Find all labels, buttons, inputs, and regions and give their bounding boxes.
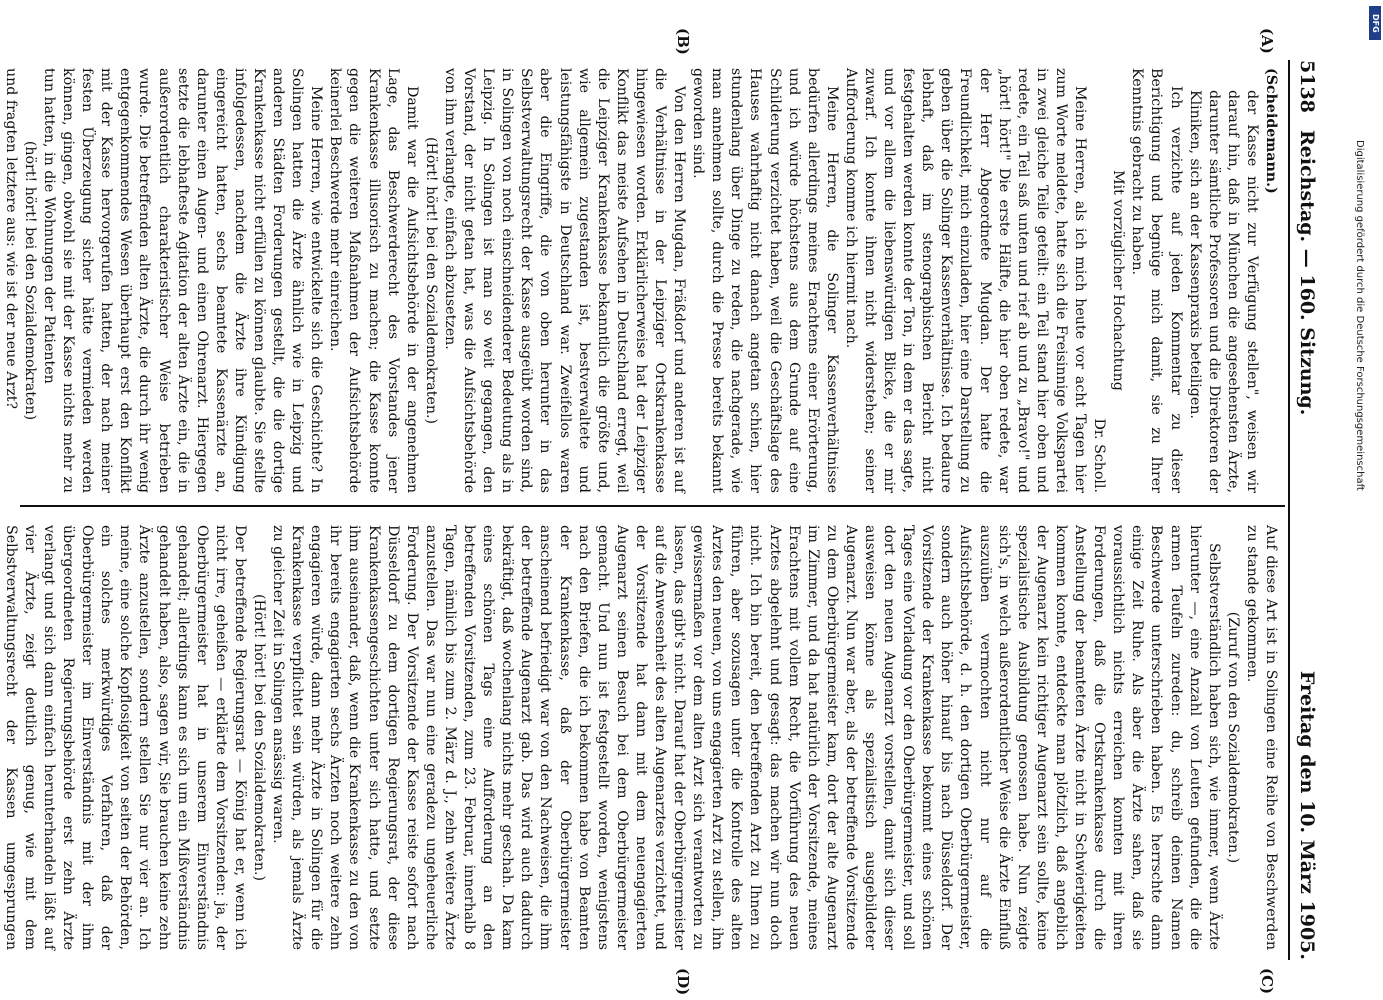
paragraph: Ich verzichte auf jeden Kommentar zu dieser Berichtigung und begnüge mich damit, sie zu Ihrer Kenntnis gebracht zu haben. (1129, 68, 1184, 493)
paragraph: Damit war die Aufsichtsbehörde in der angenehmen Lage, das Beschwerderecht des Vorstandes jener Krankenkasse illusorisch zu machen; die Kasse konnte gegen die weiteren Maßnahmen der Aufsichtsbehörde keinerlei Beschwerde mehr einreichen. (327, 68, 420, 493)
margin-letter-d: (D) (674, 968, 692, 996)
paragraph: Meine Herren, die Solinger Kassenverhältnisse bedürfen allerdings meines Erachtens einer Erörterung, und ich würde höchstens aus dem Grunde auf eine Schilderung verzichtet haben, weil die Geschäftslage des Hauses wahrhaftig nicht danach angetan schien, hier stundenlang über Dinge zu reden, die nachgerade, wie man annehmen sollte, durch die Presse bereits bekannt geworden sind. (690, 68, 840, 493)
margin-letter-a: (A) (1258, 28, 1276, 54)
interjection: (Hört! hört! bei den Sozialdemokraten.) (422, 136, 439, 425)
paragraph: der Kasse nicht zur Verfügung stellen", weisen wir darauf hin, daß in München die angesehensten Ärzte, darunter sämtliche Professoren und die Direktoren der Kliniken, sich an der Kassenpraxis beteiligen. (1186, 90, 1260, 493)
column-rule (20, 505, 1285, 507)
margin-letter-c: (C) (1258, 968, 1276, 995)
digitization-note: Digitalisierung gefördert durch die Deutsche Forschungsgemeinschaft (1354, 140, 1365, 491)
paragraph: Von den Herren Mugdan, Fräßdorf und anderen ist auf die Verhältnisse in der Leipziger Ortskrankenkasse hingewiesen worden. Erklärlicherweise hat der Leipziger Konflikt das meiste Aufsehen in Deutschland erregt, weil die Leipziger Krankenkasse bekanntlich die größte und, wie allgemein zugestanden ist, bestverwaltete und leistungsfähigste in Deutschland war. Zweifellos waren aber die Eingriffe, die von oben herunter in das Selbstverwaltungsrecht der Kasse ausgeübt worden sind, in Solingen von noch einschneidenderer Bedeutung als in Leipzig. In Solingen ist man so weit gegangen, den Vorstand, der nicht getan hat, was die Aufsichtsbehörde von ihm verlangte, einfach abzusetzen. (441, 68, 688, 493)
letter-signature: Dr. Scholl. (1091, 418, 1108, 493)
paragraph: und fragten letztere aus: wie ist der neue Arzt? (2, 68, 19, 410)
paragraph: Selbstverständlich haben sich, wie immer, wenn Ärzte hierunter —, eine Anzahl von Leuten gefunden, die die armen Teufeln zureden: du, schreib deinen Namen Beschwerde unterschrieben haben. Es herrschte dann einige Zeit Ruhe. Als aber die Ärzte sahen, daß sie voraussichtlich nichts erreichen konnten mit ihren Forderungen, daß die Ortskrankenkasse durch die Anstellung der beamteten Ärzte nicht in Schwierigkeiten kommen konnte, entdeckte man plötzlich, daß angeblich der Augenarzt kein richtiger Augenarzt sein sollte, keine spezialistische Ausbildung genossen habe. Nun zeigte sich's, in welch außerordentlicher Weise die Ärzte Einfluß auszuüben vermochten nicht nur auf die Aufsichtsbehörde, d. h. den dortigen Oberbürgermeister, sondern auch höher hinauf bis nach Düsseldorf. Der Vorsitzende der Krankenkasse bekommt eines schönen Tages eine Vorladung vor den Oberbürgermeister, und soll dort den neuen Augenarzt vorstellen, damit sich dieser ausweisen könne als spezialistisch ausgebildeter Augenarzt. Nun war aber, als der betreffende Vorsitzende zu dem Oberbürgermeister kam, dort der alte Augenarzt im Zimmer, und da hat natürlich der Vorsitzende, meines Erachtens mit vollem Recht, die Vorführung des neuen Arztes abgelehnt und gesagt: das machen wir nun doch nicht. Ich bin bereit, den betreffenden Arzt zu Ihnen zu führen, aber sozusagen unter die Kontrolle des alten Arztes den neuen, von uns engagierten Arzt zu stellen, ihn gewissermaßen vor dem alten Arzt sich verantworten zu lassen, das gibt's nicht. Darauf hat der Oberbürgermeister auf die Anwesenheit des alten Augenarztes verzichtet, und der Vorsitzende hat dann mit dem neuengagierten Augenarzt seinen Besuch bei dem Oberbürgermeister gemacht. Und nun ist festgestellt worden, wenigstens nach den Briefen, die ich bekommen habe von Beamten der Krankenkasse, daß der Oberbürgermeister anscheinend befriedigt war von den Nachweisen, die ihm der betreffende Augenarzt gab. Das wird auch dadurch bekräftigt, daß wochenlang nichts mehr geschah. Da kam eines schönen Tags eine Aufforderung an den betreffenden Vorsitzenden, zum 23. Februar, innerhalb 8 Tagen, nämlich bis zum 2. März d. J., zehn weitere Ärzte anzustellen. Das war nun eine geradezu ungeheuerliche Forderung. Der Vorsitzende der Kasse reiste sofort nach Düsseldorf zu dem dortigen Regierungsrat, der diese Krankenkassengeschichten unter sich hatte, und setzte ihm auseinander, daß, wenn die Krankenkasse zu den von ihr bereits engagierten sechs Ärzten noch weitere zehn engagieren würde, dann mehr Ärzte in Solingen für die Krankenkasse verpflichtet sein würden, als jemals Ärzte zu gleicher Zeit in Solingen ansässig waren. (270, 525, 1222, 950)
header-rule (1288, 60, 1290, 960)
interjection: (Zuruf von den Sozialdemokraten.) (1224, 611, 1241, 864)
page-header (1288, 60, 1322, 960)
session-title: Reichstag. — 160. Sitzung. (1296, 130, 1318, 416)
letter-closing: Mit vorzüglicher Hochachtung (1110, 170, 1127, 391)
interjection: (Hört! hört! bei den Sozialdemokraten.) (251, 593, 268, 882)
speaker-name: (Scheidemann.) (1263, 68, 1279, 194)
right-column (0, 525, 1280, 950)
interjection: (hört! hört! bei den Sozialdemokraten) (21, 140, 38, 421)
page-number: 5138 (1296, 60, 1318, 113)
dfg-logo: DFG (1369, 6, 1381, 40)
paragraph: Auf diese Art ist in Solingen eine Reihe von Beschwerden zu stande gekommen. (1243, 525, 1279, 950)
paragraph: Meine Herren, als ich mich heute vor acht Tagen hier zum Worte meldete, hatte sich die Freisinnige Volkspartei in zwei gleiche Teile geteilt: ein Teil stand hier oben und redete, ein Teil saß unten und rief ab und zu „Bravo!" und „hört! hört!" Die erste Hälfte, die hier oben redete, war der Herr Abgeordnete Mugdan. Der hatte die Freundlichkeit, mich einzuladen, hier eine Darstellung zu geben über die Solinger Kassenverhältnisse. Ich bedaure lebhaft, daß im stenographischen Bericht nicht festgehalten werden konnte der Ton, in dem er das sagte, und vor allem die liebenswürdigen Blicke, die er mir zuwarf. Ich konnte ihnen nicht widerstehen; seiner Aufforderung komme ich hiermit nach. (842, 68, 1089, 493)
margin-letter-b: (B) (674, 28, 692, 55)
session-date: Freitag den 10. März 1905. (1296, 670, 1318, 960)
paragraph: Der betreffende Regierungsrat — König hat er, wenn ich nicht irre, geheißen — erklärte dem Vorsitzenden: ja, der Oberbürgermeister hat in unserem Einverständnis gehandelt; allerdings kann es sich um ein Mißverständnis gehandelt haben, also, sagen wir, Sie brauchen keine zehn Ärzte anzustellen, sondern stellen Sie nur vier an. Ich meine, eine solche Kopflosigkeit von seiten der Behörden, ein solches merkwürdiges Verfahren, daß der Oberbürgermeister im Einverständnis mit der ihm übergeordneten Regierungsbehörde erst zehn Ärzte verlangt und sich dann einfach herunterhandeln läßt auf vier Ärzte, zeigt deutlich genug, wie mit dem Selbstverwaltungsrecht der Kassen umgesprungen (2, 525, 248, 950)
paragraph: Meine Herren, wie entwickelte sich die Geschichte? In Solingen hatten die Ärzte ähnlich wie in Leipzig und anderen Städten Forderungen gestellt, die die dortige Krankenkasse nicht erfüllen zu können glaubte. Sie stellte infolgedessen, nachdem die Ärzte ihre Kündigung eingereicht hatten, sechs beamtete Kassenärzte an, darunter einen Augen- und einen Ohrenarzt. Hiergegen setzte die lebhafteste Agitation der alten Ärzte ein, die in außerordentlich charakteristischer Weise betrieben wurde. Die betreffenden alten Ärzte, die durch ihr wenig entgegenkommendes Wesen überhaupt erst den Konflikt mit der Kasse hervorgerufen hatten, der nach meiner festen Überzeugung sicher hätte vermieden werden können, gingen, obwohl sie mit der Kasse nichts mehr zu tun hatten, in die Wohnungen der Patienten (41, 68, 325, 493)
left-column (0, 68, 1280, 493)
